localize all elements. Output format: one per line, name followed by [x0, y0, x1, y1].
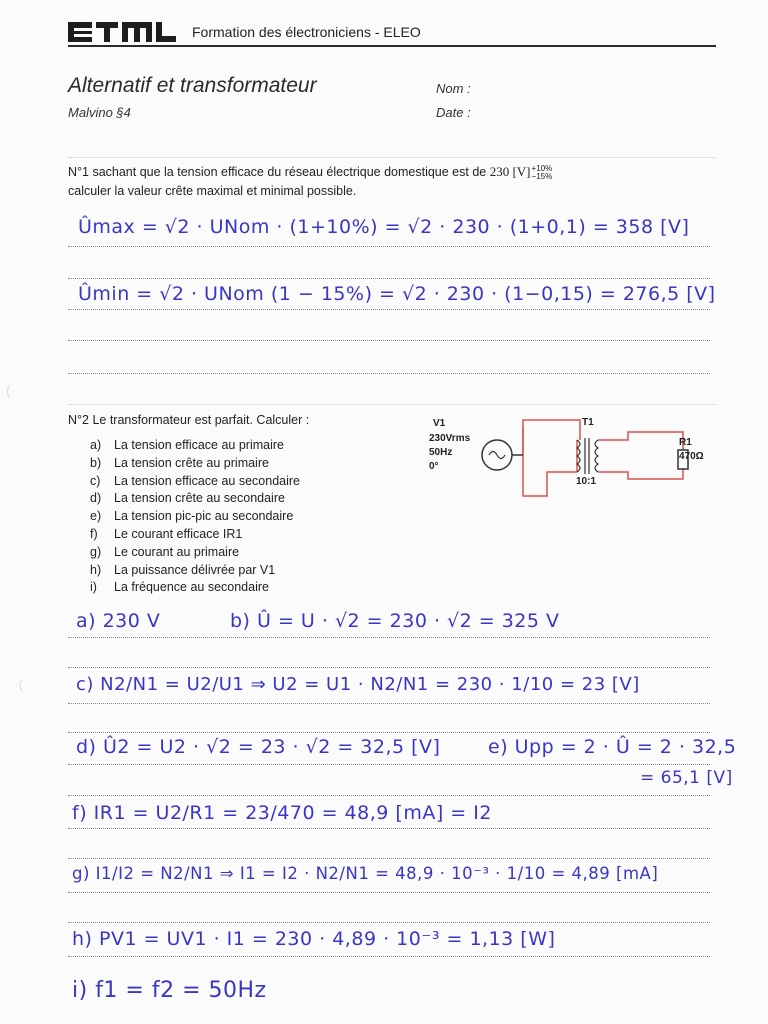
answer-rule [68, 795, 710, 796]
q2-answer-b: b) Û = U · √2 = 230 · √2 = 325 V [230, 610, 560, 632]
list-item: g) Le courant au primaire [90, 544, 240, 559]
answer-rule [68, 667, 710, 668]
q2-answer-e: e) Upp = 2 · Û = 2 · 32,5 [488, 736, 737, 758]
answer-rule [68, 732, 710, 733]
q2-answer-a: a) 230 V [76, 610, 161, 632]
transformer-name: T1 [582, 417, 594, 428]
tolerance-plus: +10% [531, 163, 553, 173]
answer-rule [68, 278, 710, 279]
page-title: Alternatif et transformateur [68, 74, 317, 97]
question-1 [68, 162, 708, 201]
tolerance [532, 165, 553, 181]
list-item: a) La tension efficace au primaire [90, 438, 285, 452]
answer-rule [68, 309, 710, 310]
answer-rule [68, 858, 710, 859]
list-item: i) La fréquence au secondaire [90, 580, 269, 595]
q2-answer-f: f) IR1 = U2/R1 = 23/470 = 48,9 [mA] = I2 [72, 802, 492, 824]
source-voltage: 230Vrms [429, 433, 471, 444]
divider [68, 404, 716, 405]
answer-rule [68, 340, 710, 341]
name-label: Nom : [436, 81, 471, 96]
transformer-icon [577, 438, 598, 474]
list-item: c) La tension efficace au secondaire [90, 473, 301, 488]
divider [68, 157, 716, 158]
list-item: d) La tension crête au secondaire [90, 491, 285, 506]
answer-rule [68, 956, 710, 957]
question-1-value: 230 [V] [489, 164, 531, 179]
answer-rule [68, 922, 710, 923]
answer-rule [68, 764, 710, 765]
question-1-line2: calculer la valeur crête maximal et minimal possible. [68, 184, 357, 198]
source-phase: 0° [429, 461, 439, 472]
answer-rule [68, 828, 710, 829]
source-name: V1 [433, 418, 446, 429]
question-2-prompt: N°2 Le transformateur est parfait. Calculer : [68, 413, 310, 427]
transformer-schematic [425, 412, 725, 512]
ac-source-icon [482, 440, 523, 470]
answer-rule [68, 373, 710, 374]
q2-answer-c: c) N2/N1 = U2/U1 ⇒ U2 = U1 · N2/N1 = 230 · 1/10 = 23 [V] [76, 674, 640, 695]
transformer-ratio: 10:1 [576, 476, 597, 487]
source-frequency: 50Hz [429, 447, 453, 458]
answer-rule [68, 892, 710, 893]
punch-mark-icon: ( [6, 382, 11, 398]
date-label: Date : [436, 105, 471, 120]
page-subtitle: Malvino §4 [68, 105, 131, 120]
resistor-value: 470Ω [679, 451, 704, 462]
list-item: h) La puissance délivrée par V1 [90, 562, 276, 577]
q1-answer-min: Ûmin = √2 · UNom (1 − 15%) = √2 · 230 · (1−0,15) = 276,5 [V] [78, 283, 716, 305]
answer-rule [68, 637, 710, 638]
q2-answer-g: g) I1/I2 = N2/N1 ⇒ I1 = I2 · N2/N1 = 48,9 · 10⁻³ · 1/10 = 4,89 [mA] [72, 864, 659, 883]
list-item: f) Le courant efficace IR1 [90, 526, 243, 541]
q1-answer-max: Ûmax = √2 · UNom · (1+10%) = √2 · 230 · (1+0,1) = 358 [V] [78, 216, 690, 238]
etml-logo-icon [68, 20, 178, 46]
list-item: e) La tension pic-pic au secondaire [90, 509, 294, 524]
punch-mark-icon: ·( [14, 676, 24, 692]
tolerance-minus: −15% [531, 171, 553, 181]
question-1-prefix: N°1 sachant que la tension efficace du réseau électrique domestique est de [68, 165, 487, 179]
q2-answer-i: i) f1 = f2 = 50Hz [72, 978, 267, 1003]
schematic-wires [523, 420, 683, 496]
answer-rule [68, 703, 710, 704]
q2-answer-e-result: = 65,1 [V] [640, 768, 733, 788]
answer-rule [68, 246, 710, 247]
header-rule [68, 45, 716, 47]
resistor-name: R1 [679, 437, 692, 448]
organization-name: Formation des électroniciens - ELEO [192, 24, 421, 40]
q2-answer-d: d) Û2 = U2 · √2 = 23 · √2 = 32,5 [V] [76, 736, 441, 758]
question-2-list [90, 437, 300, 597]
list-item: b) La tension crête au primaire [90, 455, 269, 470]
q2-answer-h: h) PV1 = UV1 · I1 = 230 · 4,89 · 10⁻³ = 1,13 [W] [72, 928, 556, 950]
